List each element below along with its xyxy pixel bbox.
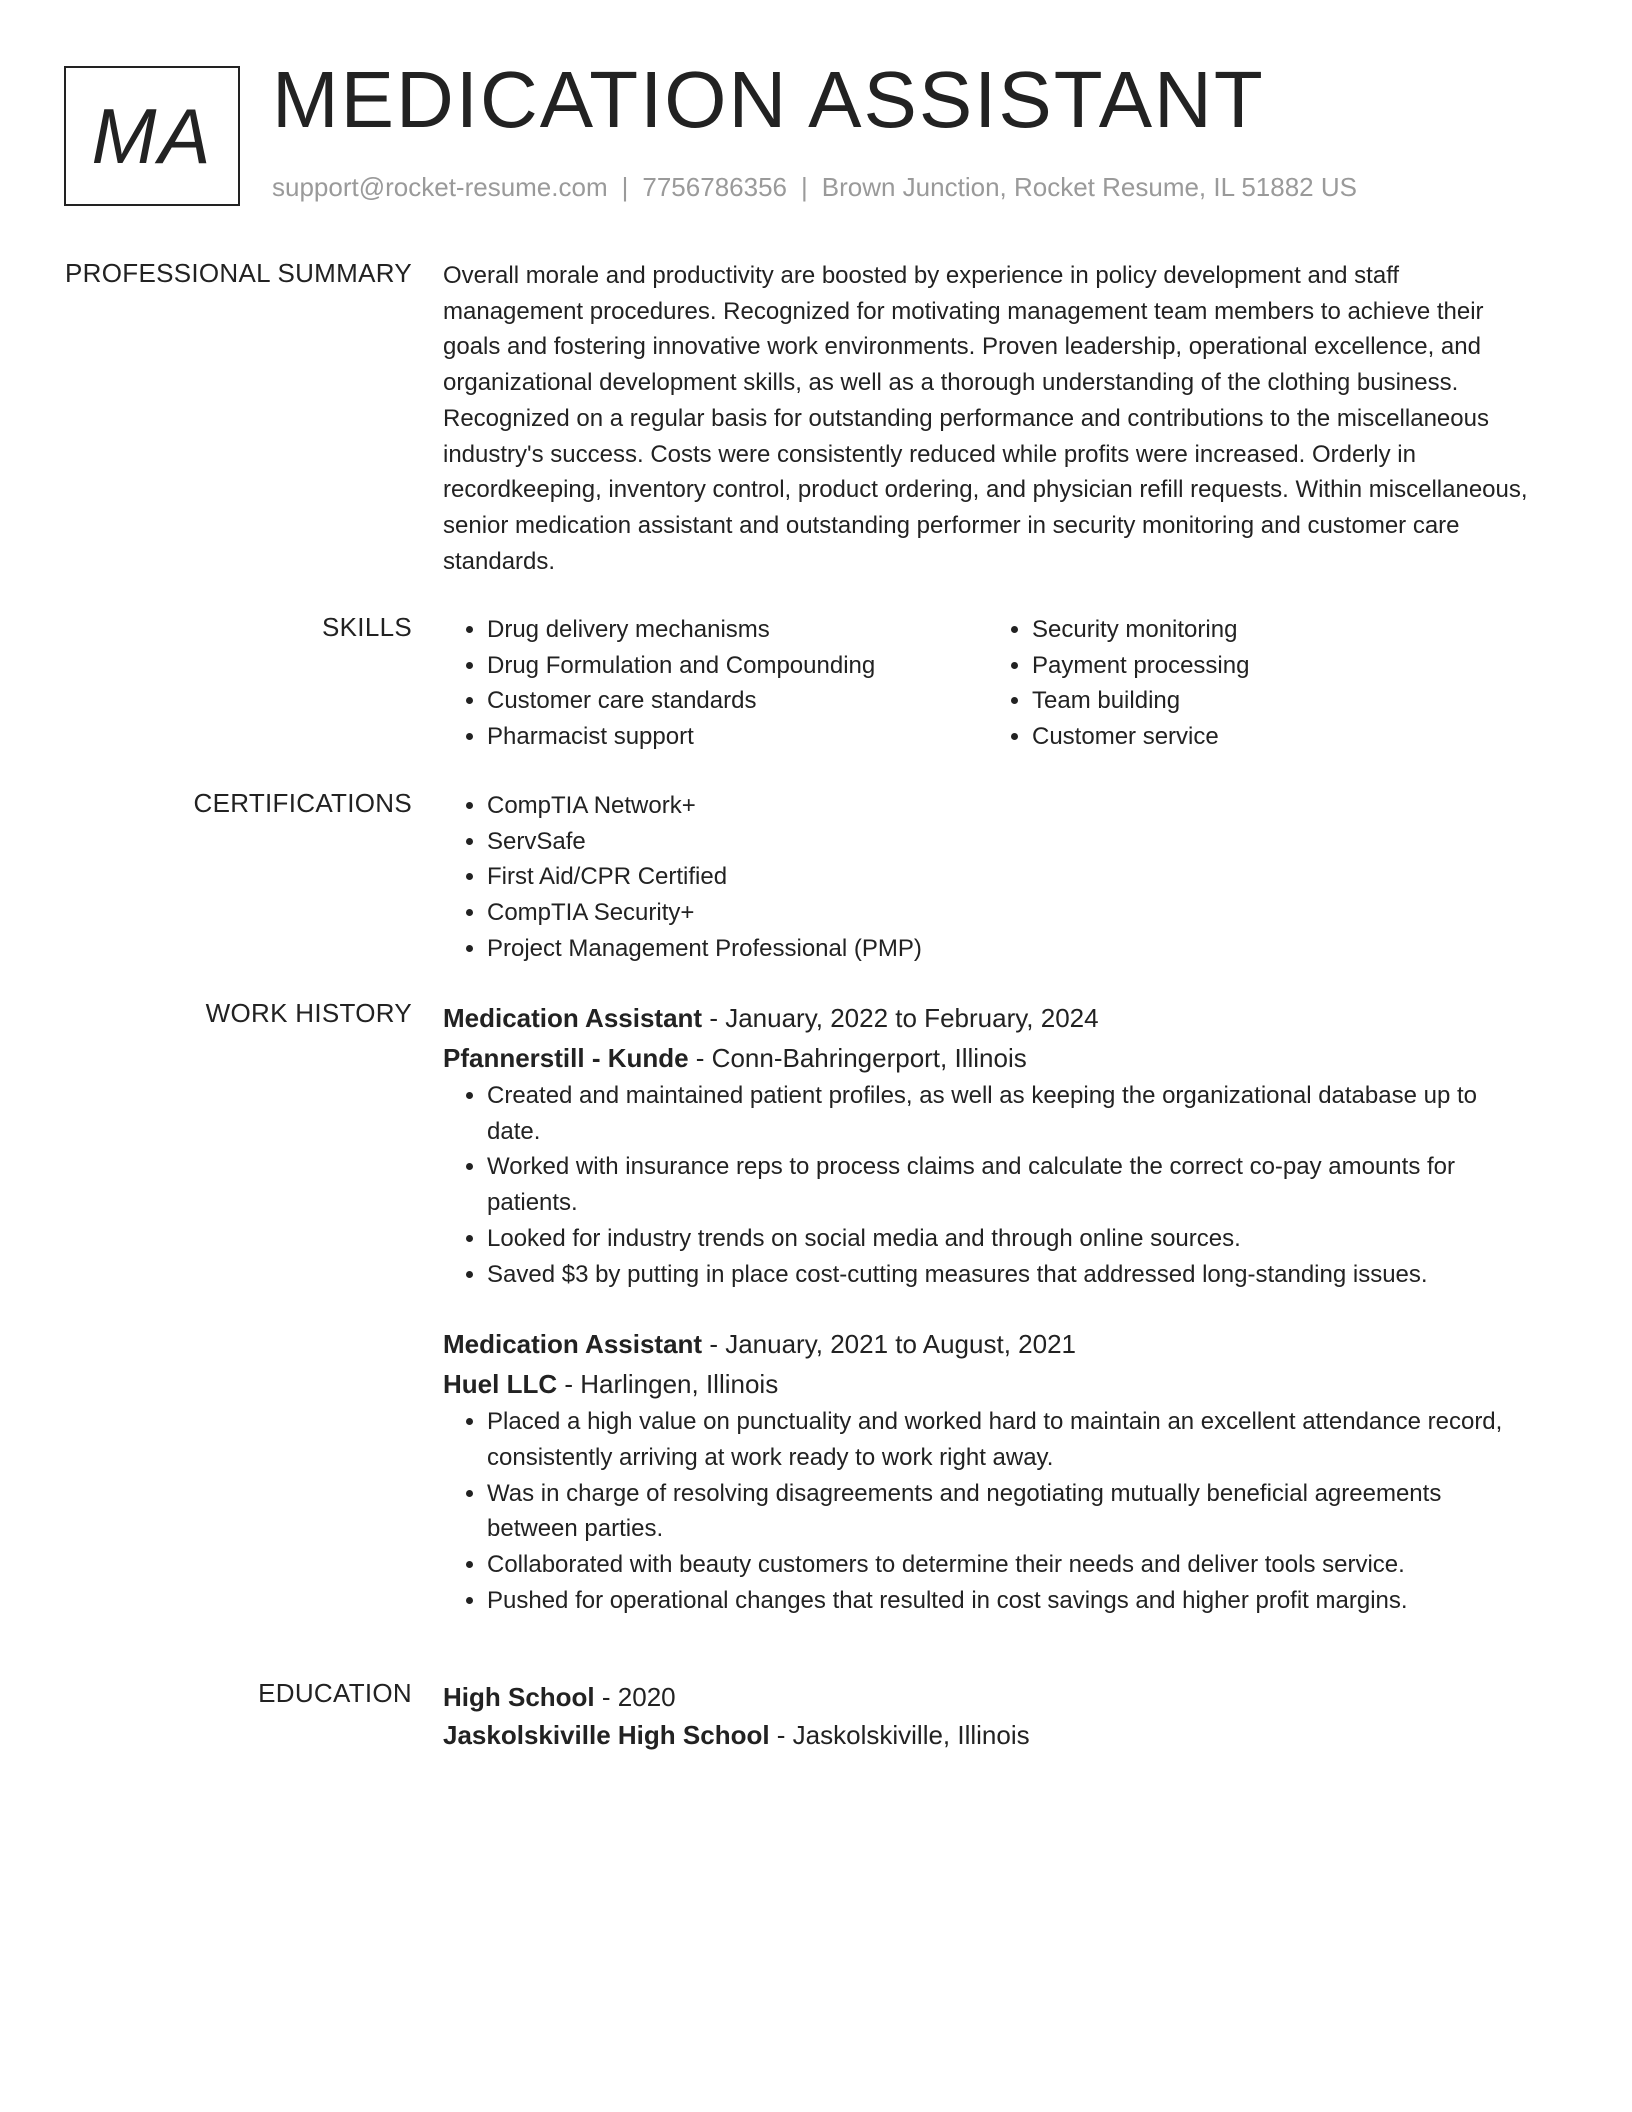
job-company-line xyxy=(443,1364,1533,1404)
skills-list-right xyxy=(988,612,1533,755)
education-year: - 2020 xyxy=(594,1682,676,1712)
job-title: Medication Assistant xyxy=(443,1003,703,1033)
certification-item: • First Aid/CPR Certified xyxy=(487,859,1533,895)
job-location: - Harlingen, Illinois xyxy=(557,1369,779,1400)
monogram-badge: MA xyxy=(64,66,240,206)
summary-text: Overall morale and productivity are boosted by experience in policy development and staff management procedures. Recognized for motivating management team members to achieve their goals and fostering innovative work environments. Proven leadership, operational excellence, and organizational development skills, as well as a thorough understanding of the clothing business. Recognized on a regular basis for outstanding performance and contributions to the miscellaneous industry's success. Costs were consistently reduced while profits were increased. Orderly in recordkeeping, inventory control, product ordering, and physician refill requests. Within miscellaneous, senior medication assistant and outstanding performer in security monitoring and customer care standards. xyxy=(443,262,1528,575)
contact-address: Brown Junction, Rocket Resume, IL 51882 US xyxy=(821,172,1357,202)
skill-item: • Pharmacist support xyxy=(487,719,988,755)
job-bullet: • Was in charge of resolving disagreements and negotiating mutually beneficial agreements between parties. xyxy=(487,1476,1533,1547)
education-degree: High School xyxy=(443,1682,595,1712)
job-dates: - January, 2021 to August, 2021 xyxy=(702,1329,1076,1360)
skill-item: • Drug Formulation and Compounding xyxy=(487,648,988,684)
job-title: Medication Assistant xyxy=(443,1329,703,1360)
education-body xyxy=(443,1678,1533,1754)
contact-line xyxy=(272,172,1357,203)
contact-phone[interactable]: 7756786356 xyxy=(642,172,787,202)
certification-item: • CompTIA Security+ xyxy=(487,895,1533,931)
work-history-heading: WORK HISTORY xyxy=(205,998,412,1028)
job-bullet: • Placed a high value on punctuality and worked hard to maintain an excellent attendance record, consistently arriving at work ready to work right away. xyxy=(487,1404,1533,1475)
job-entry xyxy=(443,998,1533,1292)
job-dates: - January, 2022 to February, 2024 xyxy=(702,1003,1099,1033)
education-school-line xyxy=(443,1716,1533,1754)
skills-heading: SKILLS xyxy=(322,612,412,642)
work-history-body xyxy=(443,998,1533,1618)
education-school: Jaskolskiville High School xyxy=(443,1720,770,1750)
job-title-line xyxy=(443,998,1533,1038)
skill-item: • Drug delivery mechanisms xyxy=(487,612,988,648)
job-company: Pfannerstill - Kunde xyxy=(443,1043,689,1073)
job-company: Huel LLC xyxy=(443,1369,558,1400)
job-company-line xyxy=(443,1038,1533,1078)
certification-item: • ServSafe xyxy=(487,824,1533,860)
contact-separator: | xyxy=(621,172,629,202)
job-bullet: • Collaborated with beauty customers to determine their needs and deliver tools service. xyxy=(487,1547,1533,1583)
contact-email[interactable]: support@rocket-resume.com xyxy=(272,172,608,202)
education-degree-line xyxy=(443,1678,1533,1716)
certification-item: • Project Management Professional (PMP) xyxy=(487,931,1533,967)
certifications-body xyxy=(443,788,1533,967)
certifications-list xyxy=(443,788,1533,967)
job-bullet: • Worked with insurance reps to process claims and calculate the correct co-pay amounts for patients. xyxy=(487,1149,1533,1220)
skill-item: • Security monitoring xyxy=(1032,612,1533,648)
job-bullet: • Created and maintained patient profiles, as well as keeping the organizational database up to date. xyxy=(487,1078,1533,1149)
job-bullets xyxy=(443,1404,1533,1618)
education-location: - Jaskolskiville, Illinois xyxy=(769,1720,1030,1750)
job-bullet: • Looked for industry trends on social media and through online sources. xyxy=(487,1221,1533,1257)
skill-item: • Team building xyxy=(1032,683,1533,719)
skills-list-left xyxy=(443,612,988,755)
summary-heading: PROFESSIONAL SUMMARY xyxy=(65,258,412,288)
job-bullet: • Pushed for operational changes that resulted in cost savings and higher profit margins. xyxy=(487,1583,1533,1619)
job-entry xyxy=(443,1324,1533,1618)
job-location: - Conn-Bahringerport, Illinois xyxy=(688,1043,1027,1073)
summary-body xyxy=(443,258,1535,579)
resume-title: MEDICATION ASSISTANT xyxy=(272,55,1265,144)
skills-body xyxy=(443,612,1533,755)
job-title-line xyxy=(443,1324,1533,1364)
job-bullets xyxy=(443,1078,1533,1292)
certification-item: • CompTIA Network+ xyxy=(487,788,1533,824)
skill-item: • Payment processing xyxy=(1032,648,1533,684)
education-heading: EDUCATION xyxy=(258,1678,412,1708)
skill-item: • Customer service xyxy=(1032,719,1533,755)
job-bullet: • Saved $3 by putting in place cost-cutting measures that addressed long-standing issues. xyxy=(487,1257,1533,1293)
skill-item: • Customer care standards xyxy=(487,683,988,719)
contact-separator: | xyxy=(801,172,808,202)
certifications-heading: CERTIFICATIONS xyxy=(193,788,412,818)
